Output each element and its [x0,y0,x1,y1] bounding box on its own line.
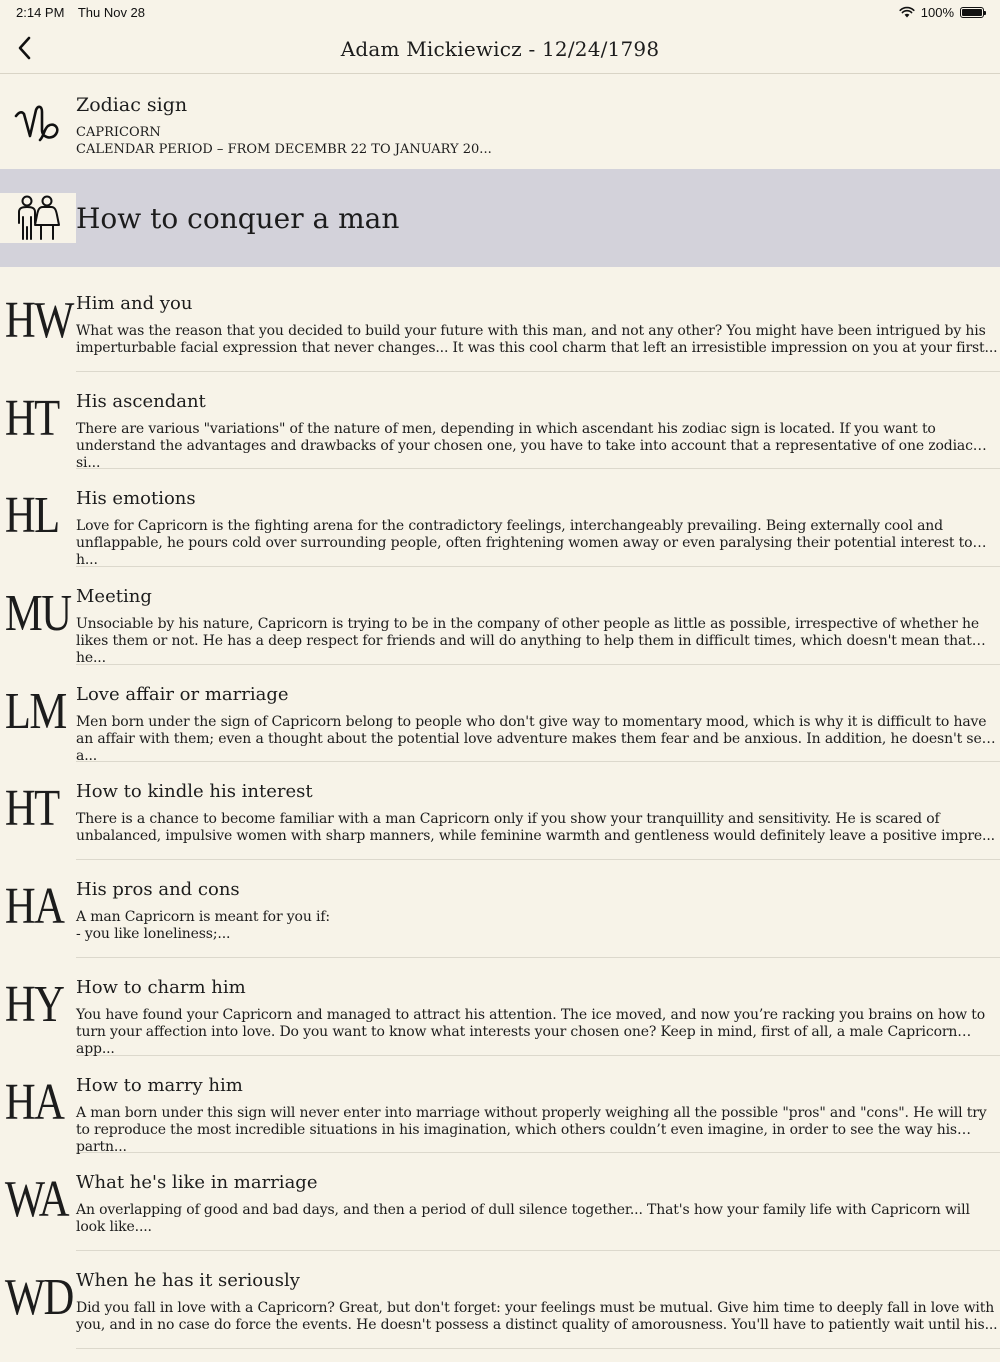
chevron-left-icon [17,36,31,60]
list-item-body [76,1166,1000,1251]
list-item-abbr: WD [4,1268,73,1326]
list-item-desc: Did you fall in love with a Capricorn? Great, but don't forget: your feelings must be mutual. Give him time to deeply fall in love with you, and in no case do force the events. He doesn't possess a distinct quality of amorousness. You'll have to patiently wait until his... [76,1299,998,1333]
list-item-desc: What was the reason that you decided to build your future with this man, and not any other? You might have been intrigued by his imperturbable facial expression that never changes... It was this cool charm that left an irresistible impression on you at your first... [76,323,998,356]
list-item-abbr: HT [4,780,59,838]
list-item-body [76,482,1000,567]
zodiac-period: CALENDAR PERIOD – FROM DECEMBR 22 TO JANUARY 20... [76,142,492,157]
status-right [899,5,984,20]
list-item-abbr: MU [4,585,71,643]
list-item-abbr: HA [4,878,64,936]
list-item-body [76,385,1000,470]
list-item[interactable] [0,873,1000,971]
list-item[interactable] [0,482,1000,580]
back-button[interactable] [8,32,40,64]
list-item[interactable] [0,678,1000,776]
battery-fill [962,9,982,16]
capricorn-icon [14,102,62,144]
status-left [16,5,155,20]
list-item-body [76,287,1000,372]
list-item-abbr: HW [4,292,73,349]
list-item-desc: There is a chance to become familiar with a man Capricorn only if you show your tranquillity and sensitivity. He is scared of unbalanced, impulsive women with sharp manners, while feminine warmth and gentleness would definitely leave a positive impre... [76,811,995,845]
list-item-title: When he has it seriously [76,1269,300,1291]
list-item-abbr: LM [4,682,66,740]
section-header [0,169,1000,267]
list-item-abbr: HA [4,1073,64,1131]
list-item-title: His pros and cons [76,879,240,901]
list-item[interactable] [0,287,1000,385]
nav-bar [0,24,1000,74]
list-item-desc: Men born under the sign of Capricorn belong to people who don't give way to momentary mood, which is why it is difficult to have an affair with them; even a thought about the potential love adventure makes them fear and be anxious. In addition, he doesn't see a... [76,713,990,764]
list-item-body [76,1069,1000,1154]
battery-percent: 100% [920,4,954,20]
list-item-desc: An overlapping of good and bad days, and then a period of dull silence together... That's how your family life with Capricorn will look like.... [76,1202,970,1236]
list-item-body [76,1264,1000,1349]
list-item-body [76,678,1000,763]
list-item-abbr: HT [4,389,59,447]
list-item-title: His ascendant [76,390,206,412]
list-item[interactable] [0,971,1000,1069]
list-item-title: His emotions [76,488,196,510]
list-item-title: What he's like in marriage [76,1172,318,1194]
list-item[interactable] [0,775,1000,873]
zodiac-text [76,94,1000,158]
topic-list [0,267,1000,1362]
list-item[interactable] [0,1264,1000,1362]
page-title: Adam Mickiewicz - 12/24/1798 [340,36,660,61]
list-item-title: Him and you [76,293,193,314]
zodiac-sign-row[interactable] [0,74,1000,169]
list-item-body [76,873,1000,958]
list-item-title: How to charm him [76,976,246,998]
list-item-body [76,580,1000,665]
status-time: 2:14 PM [16,4,65,20]
list-item-desc: Love for Capricorn is the fighting arena for the contradictory feelings, interchangeably prevailing. Being externally cool and unflappable, he pours cold over surrounding people, often frightening women away or even paralysing their potential interest to h... [76,518,973,569]
list-item-title: How to kindle his interest [76,781,313,803]
list-item-body [76,775,1000,860]
list-item-desc: A man Capricorn is meant for you if: - you like loneliness;... [76,909,330,943]
couple-icon [13,193,63,243]
list-item-desc: There are various "variations" of the nature of men, depending in which ascendant his zodiac sign is located. If you want to understand the advantages and drawbacks of your chosen one, you have to take into account that a representative of one zodiac si... [76,420,973,471]
list-item-desc: You have found your Capricorn and managed to attract his attention. The ice moved, and now you’re racking you brains on how to turn your affection into love. Do you want to know what interests your chosen one? Keep in mind, first of all, a male Capricorn app... [76,1006,985,1057]
section-icon-wrap [0,193,76,243]
list-item-title: Love affair or marriage [76,683,289,705]
list-item[interactable] [0,385,1000,483]
list-item-desc: Unsociable by his nature, Capricorn is trying to be in the company of other people as little as possible, irrespective of whether he likes them or not. He has a deep respect for friends and will do anything to help them in difficult times, which doesn't mean that he... [76,616,979,667]
status-date: Thu Nov 28 [77,4,146,20]
list-item[interactable] [0,1069,1000,1167]
list-item-abbr: HY [4,975,64,1033]
list-item-abbr: HL [4,487,59,545]
section-title: How to conquer a man [76,201,400,235]
list-item-abbr: WA [4,1171,68,1229]
zodiac-icon-wrap [0,94,76,144]
wifi-icon [899,6,915,18]
list-item-title: How to marry him [76,1074,243,1096]
list-item-title: Meeting [76,586,152,608]
list-item[interactable] [0,580,1000,678]
zodiac-title: Zodiac sign [76,94,188,116]
list-item[interactable] [0,1166,1000,1264]
battery-icon [960,7,984,18]
list-item-body [76,971,1000,1056]
status-bar [0,0,1000,24]
zodiac-sign-name: CAPRICORN [76,125,161,140]
list-item-desc: A man born under this sign will never enter into marriage without properly weighing all the possible "pros" and "cons". He will try to reproduce the most incredible situations in his imagination, which others couldn’t even imagine, in order to see the way his partn... [76,1104,987,1155]
